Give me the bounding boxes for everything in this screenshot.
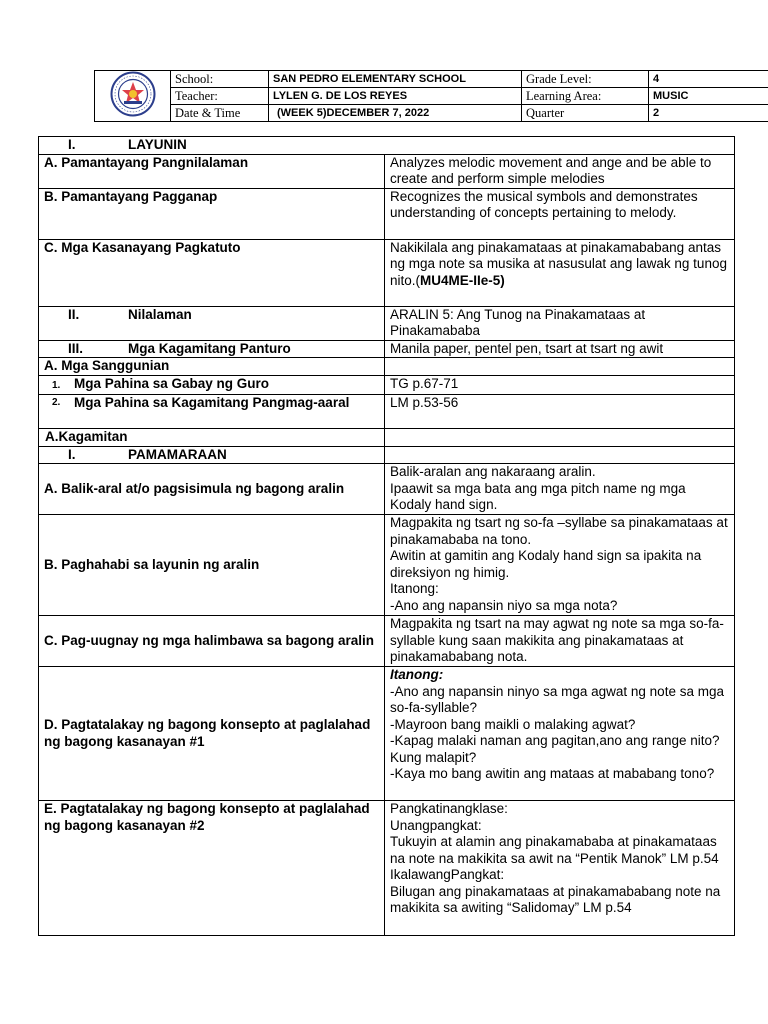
lesson-plan-table <box>38 136 735 936</box>
row-content: Manila paper, pentel pen, tsart at tsart ng awit <box>385 340 735 358</box>
teacher-label: Teacher: <box>171 88 269 105</box>
row-content: Recognizes the musical symbols and demonstrates understanding of concepts pertaining to melody. <box>385 188 735 239</box>
learning-area-label: Learning Area: <box>522 88 649 105</box>
section-number: III. <box>68 340 84 356</box>
quarter-label: Quarter <box>522 105 649 122</box>
row-label: D. Pagtatalakay ng bagong konsepto at paglalahad ng bagong kasanayan #1 <box>39 667 385 801</box>
date-time-label: Date & Time <box>171 105 269 122</box>
row-label: A. Balik-aral at/o pagsisimula ng bagong aralin <box>39 464 385 515</box>
row-content: LM p.53-56 <box>385 395 735 429</box>
row-label: A. Pamantayang Pangnilalaman <box>39 154 385 188</box>
row-content: Balik-aralan ang nakaraang aralin. Ipaawit sa mga bata ang mga pitch name ng mga Kodaly hand sign. <box>385 464 735 515</box>
row-label-text: Mga Pahina sa Gabay ng Guro <box>74 375 270 391</box>
row-label <box>39 395 385 429</box>
table-row <box>39 429 735 447</box>
section-number: I. <box>68 446 76 462</box>
competency-text: Nakikilala ang pinakamataas at pinakamababang antas ng mga note sa musika at nasusulat ang lawak ng tunog nito.( <box>390 239 727 288</box>
row-label-text: Mga Pahina sa Kagamitang Pangmag-aaral <box>74 395 350 410</box>
date-time-value: (WEEK 5)DECEMBER 7, 2022 <box>269 105 522 122</box>
quarter-value: 2 <box>649 105 768 122</box>
seal-icon <box>110 71 156 117</box>
row-label <box>39 446 385 464</box>
row-label-text: Mga Kagamitang Panturo <box>128 340 291 356</box>
item-number: 2. <box>52 397 61 408</box>
row-label-text: Nilalaman <box>128 306 192 322</box>
table-row <box>39 239 735 306</box>
row-label: C. Pag-uugnay ng mga halimbawa sa bagong aralin <box>39 616 385 667</box>
row-content-empty <box>385 429 735 447</box>
row-content: TG p.67-71 <box>385 375 735 395</box>
row-content-empty <box>385 446 735 464</box>
table-row <box>39 154 735 188</box>
table-row <box>39 188 735 239</box>
row-label: E. Pagtatalakay ng bagong konsepto at paglalahad ng bagong kasanayan #2 <box>39 801 385 936</box>
competency-code: MU4ME-IIe-5) <box>420 272 505 288</box>
learning-area-value: MUSIC <box>649 88 768 105</box>
row-label: A.Kagamitan <box>39 429 385 447</box>
row-content: Pangkatinangklase: Unangpangkat: Tukuyin at alamin ang pinakamababa at pinakamataas na note na makikita sa awit na “Pentik Manok” LM p.54 IkalawangPangkat: Bilugan ang pinakamataas at pinakamababang note na makikita sa awiting “Salidomay” LM p.54 <box>385 801 735 936</box>
section-layunin-row <box>39 137 735 155</box>
row-content <box>385 239 735 306</box>
school-value: SAN PEDRO ELEMENTARY SCHOOL <box>269 71 522 88</box>
header-info-table <box>94 70 768 122</box>
grade-level-label: Grade Level: <box>522 71 649 88</box>
table-row <box>39 395 735 429</box>
row-content: ARALIN 5: Ang Tunog na Pinakamataas at Pinakamababa <box>385 306 735 340</box>
questions-text: -Ano ang napansin ninyo sa mga agwat ng note sa mga so-fa-syllable? -Mayroon bang maikli o malaking agwat? -Kapag malaki naman ang pagitan,ano ang range nito?Kung malapit? -Kaya mo bang awitin ang mataas at mababang tono? <box>390 683 724 781</box>
row-content: Analyzes melodic movement and ange and be able to create and perform simple melodies <box>385 154 735 188</box>
itanong-heading: Itanong: <box>390 667 444 682</box>
section-number: I. <box>68 137 76 152</box>
table-row <box>39 464 735 515</box>
teacher-value: LYLEN G. DE LOS REYES <box>269 88 522 105</box>
table-row <box>39 801 735 936</box>
row-label: A. Mga Sanggunian <box>39 358 385 376</box>
row-label: B. Pamantayang Pagganap <box>39 188 385 239</box>
row-content-empty <box>385 358 735 376</box>
table-row <box>39 306 735 340</box>
item-number: 1. <box>52 379 61 391</box>
row-content: Magpakita ng tsart ng so-fa –syllabe sa pinakamataas at pinakamababa na tono. Awitin at gamitin ang Kodaly hand sign sa ipakita na direksiyon ng himig. Itanong: -Ano ang napansin niyo sa mga nota? <box>385 515 735 616</box>
table-row <box>39 358 735 376</box>
row-content: Magpakita ng tsart na may agwat ng note sa mga so-fa-syllable kung saan makikita ang pinakamataas at pinakamababang nota. <box>385 616 735 667</box>
table-row <box>39 375 735 395</box>
table-row <box>39 515 735 616</box>
deped-seal-logo <box>95 71 171 122</box>
row-label <box>39 306 385 340</box>
table-row <box>39 340 735 358</box>
row-label <box>39 340 385 358</box>
section-pamamaraan-row <box>39 446 735 464</box>
section-title: LAYUNIN <box>128 137 187 152</box>
section-number: II. <box>68 306 80 322</box>
school-label: School: <box>171 71 269 88</box>
section-title: PAMAMARAAN <box>128 446 227 462</box>
row-label <box>39 375 385 395</box>
table-row <box>39 616 735 667</box>
row-label: B. Paghahabi sa layunin ng aralin <box>39 515 385 616</box>
grade-level-value: 4 <box>649 71 768 88</box>
row-label: C. Mga Kasanayang Pagkatuto <box>39 239 385 306</box>
table-row <box>39 667 735 801</box>
row-content <box>385 667 735 801</box>
